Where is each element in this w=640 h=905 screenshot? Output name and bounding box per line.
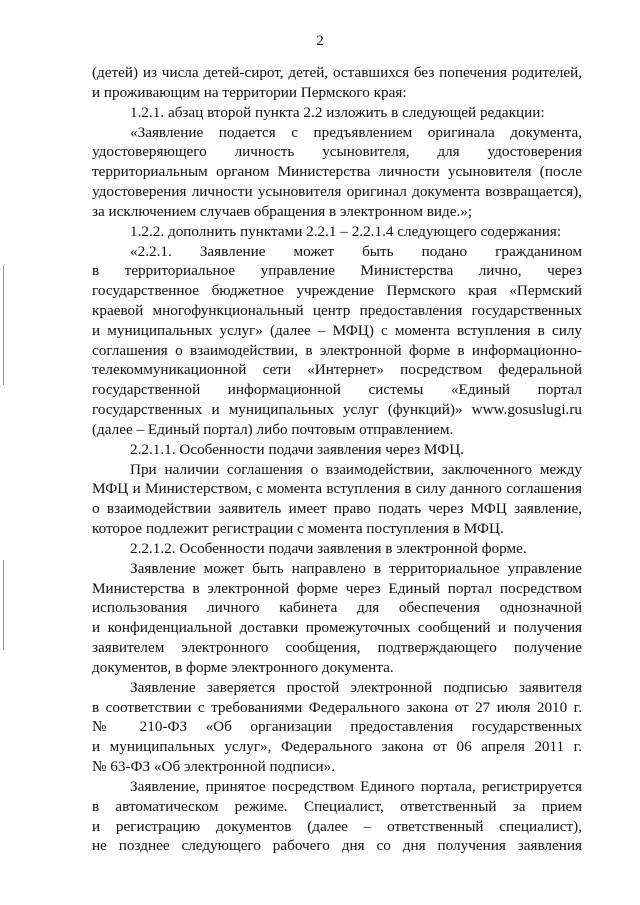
text-line: территориальным органом Министерства личности усыновителя (после [92, 163, 582, 181]
scan-edge-shadow [3, 265, 4, 385]
text-line: документов, в форме электронного документа. [92, 658, 394, 676]
text-line: краевой многофункциональный центр предоставления государственных [92, 302, 582, 319]
text-line: 2.2.1.2. Особенности подачи заявления в электронной форме. [130, 539, 527, 557]
text-line: не позднее следующего рабочего дня со дня получения заявления [92, 837, 582, 855]
text-line: удостоверения личности усыновителя оригинал документа возвращается), [92, 183, 582, 200]
text-line: № 63-ФЗ «Об электронной подписи». [92, 758, 336, 775]
text-line: и муниципальных услуг» (далее – МФЦ) с момента вступления в силу [92, 321, 582, 339]
text-line: в соответствии с требованиями Федерального закона от 27 июля 2010 г. [92, 698, 582, 716]
text-line: и регистрацию документов (далее – ответственный специалист), [92, 817, 582, 835]
text-line: (детей) из числа детей-сирот, детей, оставшихся без попечения родителей, [92, 64, 582, 81]
text-line: государственной информационной системы «Единый портал [92, 381, 582, 399]
text-line: «2.2.1. Заявление может быть подано гражданином [130, 242, 582, 260]
text-line: «Заявление подается с предъявлением оригинала документа, [130, 123, 582, 141]
text-line: и конфиденциальной доставки промежуточных сообщений и получения [92, 619, 582, 637]
text-line: 1.2.2. дополнить пунктами 2.2.1 – 2.2.1.4 следующего содержания: [130, 222, 562, 240]
text-line: заявителем электронного сообщения, подтверждающего получение [92, 639, 582, 657]
text-line: При наличии соглашения о взаимодействии, заключенного между [130, 460, 582, 478]
page-number: 2 [316, 33, 324, 49]
text-line: 1.2.1. абзац второй пункта 2.2 изложить в следующей редакции: [130, 103, 545, 121]
text-line: № 210-ФЗ «Об организации предоставления государственных [92, 718, 582, 736]
text-line: Заявление, принятое посредством Единого портала, регистрируется [130, 777, 582, 795]
text-line: Заявление заверяется простой электронной подписью заявителя [130, 678, 582, 696]
text-line: Министерства в электронной форме через Единый портал посредством [92, 579, 582, 597]
text-line: 2.2.1.1. Особенности подачи заявления через МФЦ. [130, 440, 464, 458]
text-line: использования личного кабинета для обеспечения однозначной [92, 599, 582, 617]
text-line: и проживающим на территории Пермского края: [92, 83, 407, 101]
text-line: государственных и муниципальных услуг (функций)» www.gosuslugi.ru [92, 401, 582, 419]
text-line: о взаимодействии заявитель имеет право подать через МФЦ заявление, [92, 500, 582, 518]
text-line: в автоматическом режиме. Специалист, ответственный за прием [92, 797, 582, 815]
text-line: удостоверяющего личность усыновителя, для удостоверения [92, 143, 582, 161]
text-line: МФЦ и Министерством, с момента вступления в силу данного соглашения [92, 480, 582, 498]
text-line: за исключением случаев обращения в электронном виде.»; [92, 202, 473, 220]
text-line: в территориальное управление Министерства лично, через [92, 262, 582, 280]
text-line: (далее – Единый портал) либо почтовым отправлением. [92, 420, 454, 438]
scan-edge-shadow [3, 560, 4, 650]
text-line: Заявление может быть направлено в территориальное управление [130, 559, 582, 577]
text-line: государственное бюджетное учреждение Пермского края «Пермский [92, 282, 582, 300]
text-line: и муниципальных услуг», Федерального закона от 06 апреля 2011 г. [92, 738, 582, 756]
text-line: соглашения о взаимодействии, в электронной форме в информационно- [92, 341, 582, 359]
text-line: которое подлежит регистрации с момента поступления в МФЦ. [92, 520, 504, 538]
text-line: телекоммуникационной сети «Интернет» посредством федеральной [92, 361, 582, 379]
